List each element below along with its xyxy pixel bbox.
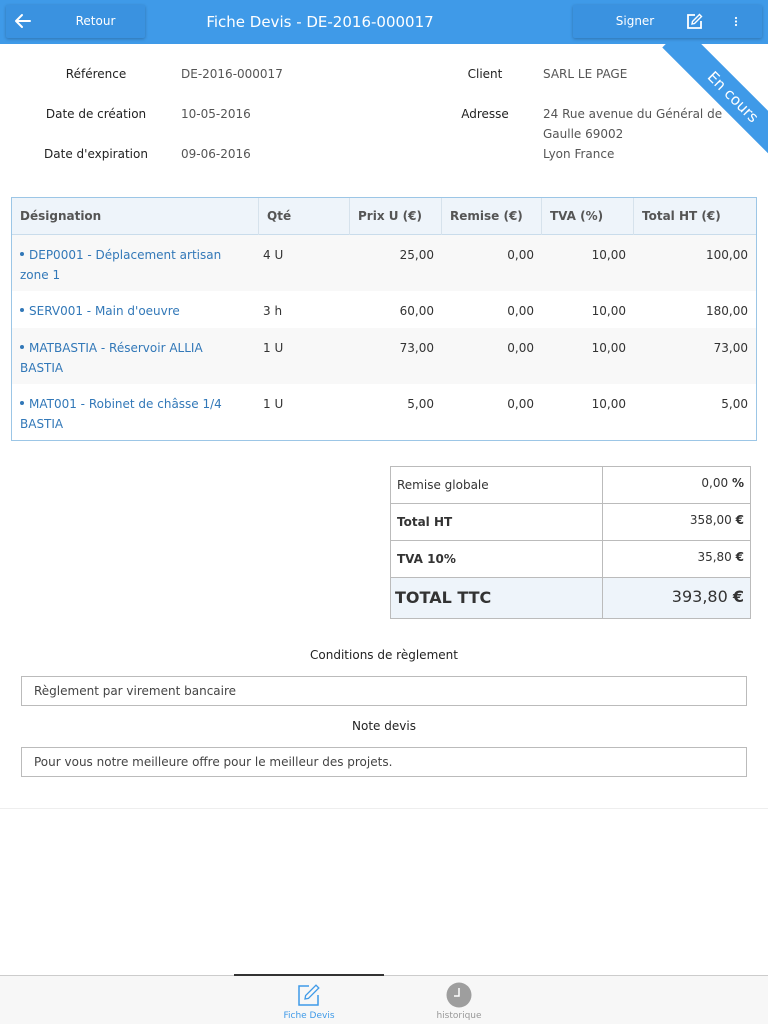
address-line-1: 24 Rue avenue du Général de <box>543 107 723 121</box>
items-table <box>11 197 757 441</box>
table-header <box>12 198 756 235</box>
item-unit-price: 25,00 <box>399 248 434 262</box>
bullet-icon <box>20 401 24 405</box>
arrow-left-icon <box>14 12 32 30</box>
item-unit-price: 73,00 <box>399 341 434 355</box>
item-qty: 1 U <box>263 341 284 355</box>
item-total: 180,00 <box>706 304 748 318</box>
header-discount: Remise (€) <box>442 198 542 235</box>
header-qty: Qté <box>259 198 350 235</box>
clock-icon <box>446 982 472 1008</box>
reference-value: DE-2016-000017 <box>181 67 283 81</box>
client-value: SARL LE PAGE <box>543 67 628 81</box>
vat-label: TVA 10% <box>391 541 603 577</box>
header-unit-price: Prix U (€) <box>350 198 442 235</box>
sign-button[interactable]: Signer <box>615 14 655 28</box>
header-vat: TVA (%) <box>542 198 634 235</box>
item-vat: 10,00 <box>591 248 626 262</box>
item-designation[interactable]: MAT001 - Robinet de châsse 1/4 BASTIA <box>20 397 222 431</box>
page-title: Fiche Devis - DE-2016-000017 <box>206 13 434 31</box>
bullet-icon <box>20 252 24 256</box>
top-bar <box>0 0 768 44</box>
item-vat: 10,00 <box>591 304 626 318</box>
totals-row-vat <box>391 541 750 578</box>
total-ttc-label: TOTAL TTC <box>391 578 603 618</box>
total-ht-label: Total HT <box>391 504 603 540</box>
expiry-date-value: 09-06-2016 <box>181 147 251 161</box>
totals-table <box>390 466 751 619</box>
table-row[interactable] <box>12 384 756 440</box>
bottom-tab-bar <box>0 975 768 1024</box>
header-total-ht: Total HT (€) <box>642 209 721 223</box>
item-designation[interactable]: SERV001 - Main d'oeuvre <box>20 301 230 321</box>
address-label: Adresse <box>461 107 509 121</box>
item-qty: 4 U <box>263 248 284 262</box>
address-line-2: Gaulle 69002 <box>543 127 624 141</box>
item-qty: 3 h <box>263 304 283 318</box>
payment-conditions-field[interactable]: Règlement par virement bancaire <box>21 676 747 706</box>
divider <box>0 808 768 809</box>
item-designation[interactable]: MATBASTIA - Réservoir ALLIA BASTIA <box>20 341 203 375</box>
item-discount: 0,00 <box>507 397 534 411</box>
table-row[interactable] <box>12 235 756 291</box>
total-ht-value: 358,00 € <box>689 513 744 527</box>
item-total: 73,00 <box>713 341 748 355</box>
item-discount: 0,00 <box>507 304 534 318</box>
totals-row-discount <box>391 467 750 504</box>
item-vat: 10,00 <box>591 341 626 355</box>
created-date-label: Date de création <box>45 107 147 121</box>
reference-label: Référence <box>65 67 127 81</box>
status-ribbon-label: En cours <box>662 44 768 168</box>
totals-row-ht <box>391 504 750 541</box>
item-vat: 10,00 <box>591 397 626 411</box>
bullet-icon <box>20 345 24 349</box>
header-designation: Désignation <box>12 198 259 235</box>
back-button-label: Retour <box>75 14 116 28</box>
created-date-value: 10-05-2016 <box>181 107 251 121</box>
vat-value: 35,80 € <box>697 550 744 564</box>
table-row[interactable] <box>12 328 756 384</box>
item-unit-price: 5,00 <box>407 397 434 411</box>
more-vertical-icon[interactable] <box>728 13 744 30</box>
expiry-date-label: Date d'expiration <box>44 147 148 161</box>
item-total: 100,00 <box>706 248 748 262</box>
item-qty: 1 U <box>263 397 284 411</box>
edit-icon[interactable] <box>686 13 703 30</box>
tab-fiche-devis[interactable] <box>234 976 384 1024</box>
table-row[interactable] <box>12 291 756 328</box>
back-button[interactable] <box>6 5 145 38</box>
client-label: Client <box>467 67 503 81</box>
tab-historique-label: historique <box>436 1011 482 1021</box>
global-discount-value: 0,00 % <box>701 476 744 490</box>
item-discount: 0,00 <box>507 341 534 355</box>
item-unit-price: 60,00 <box>399 304 434 318</box>
quote-note-label: Note devis <box>352 719 416 733</box>
tab-fiche-devis-label: Fiche Devis <box>283 1011 335 1021</box>
item-designation[interactable]: DEP0001 - Déplacement artisan zone 1 <box>20 248 222 282</box>
payment-conditions-label: Conditions de règlement <box>310 648 458 662</box>
action-buttons <box>573 5 762 38</box>
totals-row-ttc <box>391 578 750 618</box>
bullet-icon <box>20 308 24 312</box>
global-discount-label: Remise globale <box>391 467 603 503</box>
address-line-3: Lyon France <box>543 147 615 161</box>
item-total: 5,00 <box>721 397 748 411</box>
edit-icon <box>296 982 322 1008</box>
tab-historique[interactable] <box>384 976 534 1024</box>
total-ttc-value: 393,80 € <box>671 587 744 606</box>
quote-note-field[interactable]: Pour vous notre meilleure offre pour le meilleur des projets. <box>21 747 747 777</box>
item-discount: 0,00 <box>507 248 534 262</box>
